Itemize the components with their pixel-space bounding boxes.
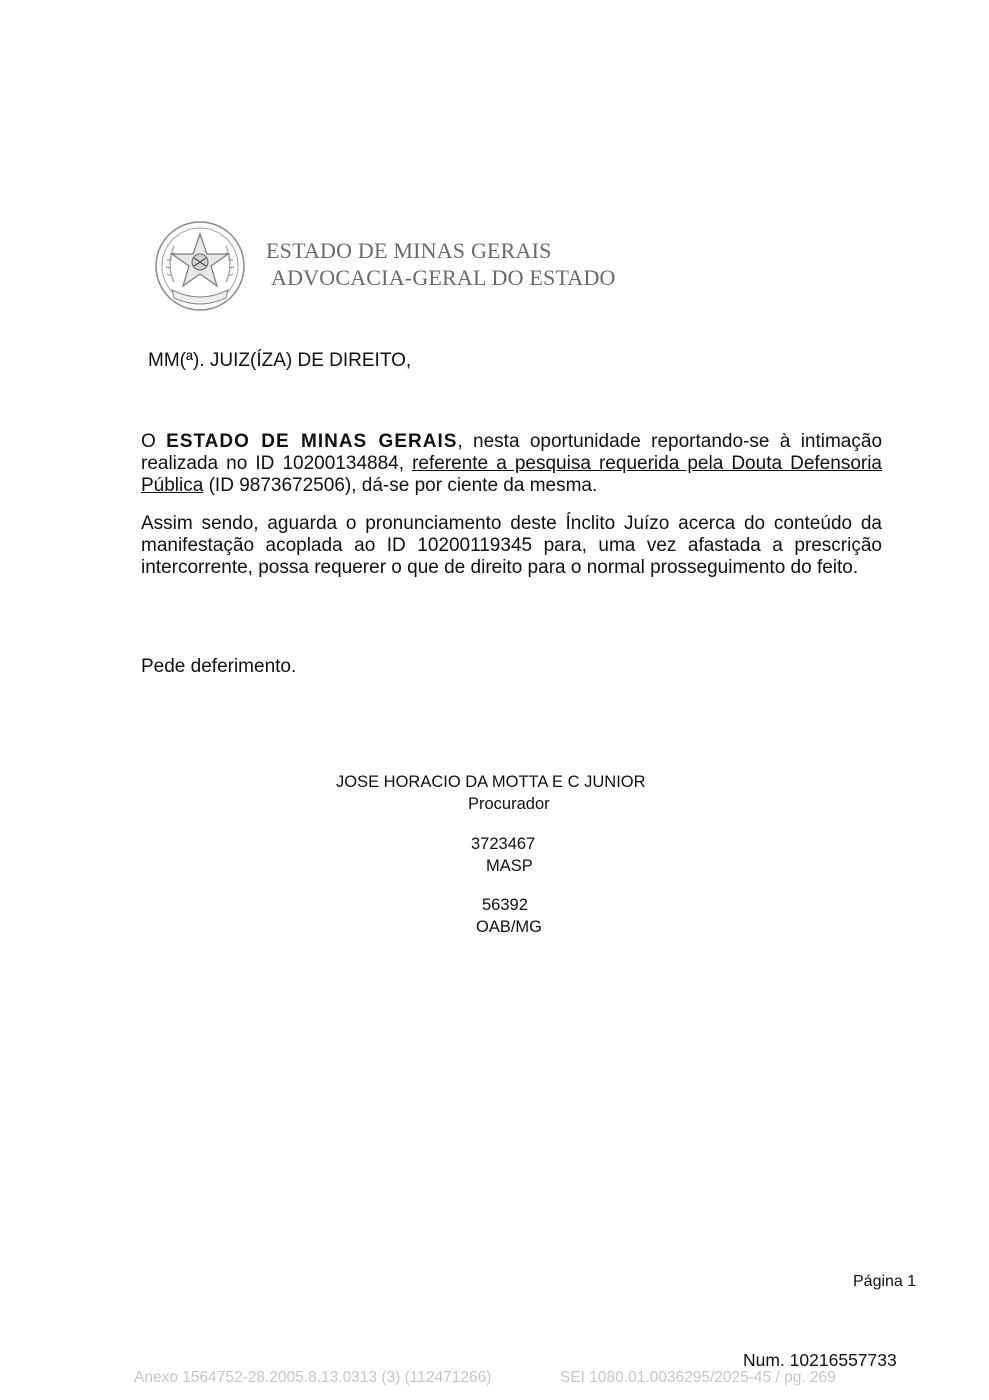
p1-text2: (ID 9873672506), dá-se por ciente da mesma. (203, 475, 598, 496)
salutation: MM(ª). JUIZ(ÍZA) DE DIREITO, (148, 350, 412, 371)
masp-number: 3723467 (471, 835, 536, 853)
p1-underlined: referente a pesquisa requerida pela Douta Defensoria Pública (141, 453, 883, 496)
oab-label: OAB/MG (476, 918, 543, 936)
annex-stamp: Anexo 1564752-28.2005.8.13.0313 (3) (112471266) (134, 1369, 492, 1386)
masp-label: MASP (486, 857, 533, 875)
header-org-line2: ADVOCACIA-GERAL DO ESTADO (271, 265, 616, 290)
p1-bold-state: ESTADO DE MINAS GERAIS (166, 431, 458, 452)
closing-text: Pede deferimento. (141, 656, 297, 677)
coat-of-arms-icon (154, 220, 246, 312)
header-org-line1: ESTADO DE MINAS GERAIS (266, 238, 552, 263)
p1-prefix: O (141, 431, 167, 452)
document-number: Num. 10216557733 (743, 1350, 897, 1370)
sei-stamp: SEI 1080.01.0036295/2025-45 / pg. 269 (560, 1369, 836, 1386)
paragraph-1 (141, 431, 882, 497)
page-number: Página 1 (853, 1273, 917, 1290)
signer-role: Procurador (468, 795, 550, 813)
signer-name: JOSE HORACIO DA MOTTA E C JUNIOR (336, 773, 646, 791)
paragraph-2: Assim sendo, aguarda o pronunciamento deste Ínclito Juízo acerca do conteúdo da manifestação acoplada ao ID 10200119345 para, uma vez afastada a prescrição intercorrente, possa requerer o que de direito para o normal prosseguimento do feito. (141, 513, 882, 578)
state-seal-logo (154, 220, 246, 312)
oab-number: 56392 (482, 896, 528, 914)
p1-text1: , nesta oportunidade reportando-se à intimação realizada no ID 10200134884, (141, 431, 883, 474)
